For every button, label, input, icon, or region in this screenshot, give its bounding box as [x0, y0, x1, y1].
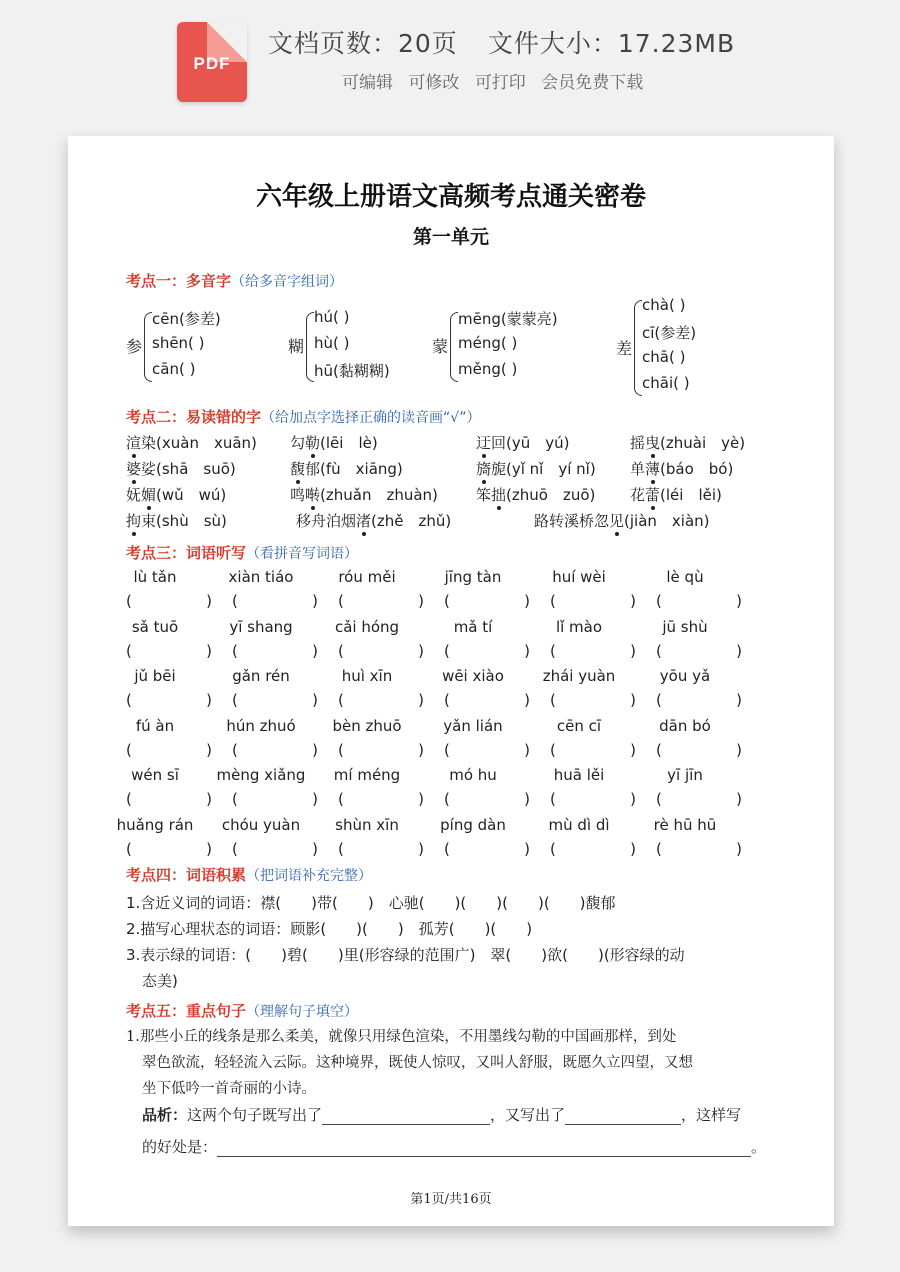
bracket-right: ): [736, 790, 742, 808]
pinyin-prompt: yǎn lián: [443, 717, 503, 735]
pinyin-prompt: xiàn tiáo: [228, 568, 294, 586]
section-5-header: [126, 1000, 358, 1021]
pinyin-prompt: hún zhuó: [226, 717, 296, 735]
section-4-hint: （把词语补充完整）: [246, 868, 373, 884]
reading-item: 妩媚(wǔ wú): [126, 486, 227, 504]
pdf-label: PDF: [193, 54, 231, 73]
accumulation-line: 2.描写心理状态的词语：顾影( )( ) 孤芳( )( ): [126, 920, 533, 938]
pinyin-prompt: jīng tàn: [444, 568, 502, 586]
bracket-right: ): [312, 790, 318, 808]
polyphone-line: cān( ): [152, 360, 196, 378]
pinyin-prompt: cǎi hóng: [334, 618, 400, 636]
brace: [144, 312, 152, 382]
sentence-passage: [126, 1024, 762, 1102]
pinyin-prompt: lǐ mào: [555, 618, 603, 636]
bracket-right: ): [630, 840, 636, 858]
feature-list: [342, 68, 643, 93]
polyphone-char: 参: [126, 337, 143, 356]
bracket-left: (: [232, 691, 238, 709]
bracket-right: ): [312, 741, 318, 759]
reading-item: 勾勒(lēi lè): [290, 434, 378, 452]
bracket-left: (: [550, 592, 556, 610]
pinyin-prompt: huí wèi: [552, 568, 606, 586]
polyphone-char: 蒙: [432, 337, 449, 356]
bracket-left: (: [338, 741, 344, 759]
pinyin-prompt: huì xīn: [341, 667, 393, 685]
pinyin-prompt: jū shù: [662, 618, 708, 636]
bracket-right: ): [736, 840, 742, 858]
bracket-left: (: [126, 840, 132, 858]
polyphone-line: cēn(参差): [152, 310, 221, 328]
brace: [634, 300, 642, 396]
bracket-left: (: [232, 790, 238, 808]
reading-item: 鸣啭(zhuǎn zhuàn): [290, 486, 438, 504]
page-footer: 第1页/共16页: [410, 1192, 492, 1207]
bracket-right: ): [206, 592, 212, 610]
bracket-left: (: [444, 592, 450, 610]
section-3-title: 考点三：词语听写: [126, 544, 247, 562]
bracket-right: ): [736, 691, 742, 709]
pinyin-prompt: píng dàn: [440, 816, 506, 834]
pinyin-prompt: huā lěi: [553, 766, 605, 784]
feature-printable: 可打印: [474, 73, 526, 93]
bracket-left: (: [126, 790, 132, 808]
bracket-right: ): [524, 691, 530, 709]
bracket-right: ): [630, 691, 636, 709]
brace: [306, 312, 314, 382]
bracket-left: (: [444, 642, 450, 660]
bracket-right: ): [418, 642, 424, 660]
bracket-left: (: [338, 642, 344, 660]
bracket-left: (: [656, 741, 662, 759]
bracket-right: ): [630, 642, 636, 660]
section-3-header: [126, 542, 358, 563]
bracket-right: ): [524, 592, 530, 610]
bracket-right: ): [630, 741, 636, 759]
pinyin-prompt: chóu yuàn: [221, 816, 301, 834]
pdf-file-icon: [177, 22, 247, 102]
reading-item: 渲染(xuàn xuān): [126, 434, 257, 452]
section-2-hint: （给加点字选择正确的读音画“√”）: [261, 410, 481, 426]
pinyin-prompt: dān bó: [659, 717, 711, 735]
passage-line: 1.那些小丘的线条是那么柔美，就像只用绿色渲染，不用墨线勾勒的中国画那样，到处: [126, 1029, 677, 1045]
reading-item: 旖旎(yǐ nǐ yí nǐ): [476, 460, 596, 478]
pinyin-prompt: huǎng rán: [116, 816, 194, 834]
reading-item: 笨拙(zhuō zuō): [476, 486, 596, 504]
bracket-right: ): [206, 691, 212, 709]
reading-item: 单薄(báo bó): [630, 460, 734, 478]
document-meta: [268, 24, 735, 60]
section-5-hint: （理解句子填空）: [246, 1004, 359, 1020]
answer-blank[interactable]: [217, 1141, 751, 1157]
polyphone-line: chāi( ): [642, 374, 690, 392]
bracket-left: (: [126, 642, 132, 660]
bracket-right: ): [418, 840, 424, 858]
polyphone-line: hù( ): [314, 334, 350, 352]
polyphone-line: chà( ): [642, 296, 686, 314]
feature-member-download: 会员免费下载: [541, 73, 644, 93]
section-3-hint: （看拼音写词语）: [246, 546, 359, 562]
bracket-right: ): [418, 592, 424, 610]
bracket-left: (: [550, 691, 556, 709]
bracket-left: (: [550, 840, 556, 858]
pinyin-prompt: sǎ tuō: [131, 618, 179, 636]
analysis-label: 品析：: [142, 1106, 188, 1124]
section-4-title: 考点四：词语积累: [126, 866, 247, 884]
section-5-title: 考点五：重点句子: [126, 1002, 247, 1020]
answer-blank[interactable]: [322, 1109, 490, 1125]
pinyin-prompt: mèng xiǎng: [216, 766, 306, 784]
pinyin-prompt: mó hu: [449, 766, 497, 784]
bracket-left: (: [444, 741, 450, 759]
page-count: 文档页数：20页: [268, 29, 458, 58]
feature-modifiable: 可修改: [408, 73, 460, 93]
bracket-left: (: [550, 642, 556, 660]
bracket-right: ): [312, 592, 318, 610]
brace: [450, 312, 458, 382]
pinyin-prompt: mǎ tí: [453, 618, 493, 636]
bracket-right: ): [312, 840, 318, 858]
bracket-right: ): [630, 592, 636, 610]
pinyin-prompt: bèn zhuō: [332, 717, 402, 735]
bracket-left: (: [126, 741, 132, 759]
section-1-hint: （给多音字组词）: [231, 274, 344, 290]
page-subtitle: 第一单元: [412, 226, 489, 248]
bracket-right: ): [524, 790, 530, 808]
polyphone-line: cī(参差): [642, 324, 697, 342]
bracket-left: (: [232, 642, 238, 660]
section-2-header: [126, 406, 480, 427]
bracket-right: ): [736, 592, 742, 610]
pinyin-prompt: rè hū hū: [653, 816, 717, 834]
section-1-title: 考点一：多音字: [126, 272, 232, 290]
pinyin-prompt: jǔ bēi: [134, 667, 176, 685]
pinyin-prompt: cēn cī: [556, 717, 602, 735]
polyphone-line: shēn( ): [152, 334, 205, 352]
polyphone-line: mēng(蒙蒙亮): [458, 310, 558, 328]
polyphone-char: 糊: [288, 337, 305, 356]
bracket-left: (: [232, 840, 238, 858]
passage-line: 翠色欲流，轻轻流入云际。这种境界，既使人惊叹，又叫人舒服，既愿久立四望，又想: [142, 1055, 693, 1071]
bracket-left: (: [232, 592, 238, 610]
bracket-left: (: [656, 592, 662, 610]
polyphone-line: hú( ): [314, 308, 350, 326]
section-1-header: [126, 270, 343, 291]
analysis-line-2: 的好处是： 。: [142, 1138, 767, 1156]
pinyin-prompt: yōu yǎ: [659, 667, 711, 685]
section-2-title: 考点二：易读错的字: [126, 408, 262, 426]
pinyin-prompt: wēi xiào: [442, 667, 504, 685]
pinyin-prompt: zhái yuàn: [542, 667, 616, 685]
file-size: 文件大小：17.23MB: [487, 29, 736, 58]
bracket-right: ): [418, 741, 424, 759]
bracket-right: ): [206, 840, 212, 858]
bracket-right: ): [736, 642, 742, 660]
reading-item: 迂回(yū yú): [476, 434, 570, 452]
bracket-left: (: [338, 840, 344, 858]
bracket-left: (: [338, 691, 344, 709]
bracket-left: (: [338, 592, 344, 610]
reading-item: 路转溪桥忽见(jiàn xiàn): [534, 512, 710, 530]
reading-item: 摇曳(zhuài yè): [630, 434, 746, 452]
bracket-left: (: [550, 790, 556, 808]
bracket-right: ): [312, 642, 318, 660]
pinyin-prompt: lè qù: [666, 568, 704, 586]
bracket-left: (: [656, 691, 662, 709]
document-page: [68, 136, 834, 1226]
bracket-right: ): [312, 691, 318, 709]
pinyin-prompt: yī jīn: [667, 766, 703, 784]
bracket-left: (: [338, 790, 344, 808]
bracket-right: ): [418, 790, 424, 808]
bracket-left: (: [126, 691, 132, 709]
accumulation-line: 态美): [142, 972, 178, 990]
analysis-line-1: 品析：这两个句子既写出了 ，又写出了 ，这样写: [142, 1106, 742, 1124]
answer-blank[interactable]: [565, 1109, 681, 1125]
pinyin-prompt: gǎn rén: [232, 667, 290, 685]
bracket-left: (: [444, 691, 450, 709]
pinyin-prompt: róu měi: [338, 568, 396, 586]
bracket-left: (: [550, 741, 556, 759]
reading-item: 馥郁(fù xiāng): [290, 460, 403, 478]
bracket-left: (: [126, 592, 132, 610]
pinyin-prompt: lù tǎn: [133, 568, 177, 586]
page-title: 六年级上册语文高频考点通关密卷: [255, 182, 646, 212]
bracket-right: ): [524, 741, 530, 759]
passage-line: 坐下低吟一首奇丽的小诗。: [142, 1081, 316, 1097]
accumulation-line: 1.含近义词的词语：襟( )带( ) 心驰( )( )( )( )馥郁: [126, 894, 616, 912]
bracket-right: ): [630, 790, 636, 808]
section-4-header: [126, 864, 372, 885]
bracket-left: (: [656, 790, 662, 808]
reading-item: 婆娑(shā suō): [126, 460, 236, 478]
polyphone-line: měng( ): [458, 360, 518, 378]
bracket-right: ): [206, 790, 212, 808]
bracket-left: (: [656, 642, 662, 660]
bracket-right: ): [418, 691, 424, 709]
bracket-right: ): [206, 741, 212, 759]
reading-item: 花蕾(léi lěi): [630, 486, 722, 504]
polyphone-char: 差: [616, 339, 633, 358]
pinyin-prompt: shùn xīn: [335, 816, 399, 834]
pinyin-prompt: wén sī: [131, 766, 179, 784]
accumulation-line: 3.表示绿的词语：( )碧( )里(形容绿的范围广) 翠( )欲( )(形容绿的动: [126, 946, 685, 964]
bracket-right: ): [524, 840, 530, 858]
bracket-left: (: [232, 741, 238, 759]
bracket-left: (: [444, 790, 450, 808]
reading-item: 移舟泊烟渚(zhě zhǔ): [296, 512, 452, 530]
polyphone-line: méng( ): [458, 334, 518, 352]
reading-item: 拘束(shù sù): [126, 512, 227, 530]
bracket-left: (: [444, 840, 450, 858]
feature-editable: 可编辑: [342, 73, 393, 93]
pinyin-prompt: mí méng: [333, 766, 401, 784]
pinyin-prompt: mù dì dì: [548, 816, 610, 834]
bracket-left: (: [656, 840, 662, 858]
polyphone-line: hū(黏糊糊): [314, 362, 390, 380]
pinyin-prompt: fú àn: [135, 717, 175, 735]
bracket-right: ): [736, 741, 742, 759]
bracket-right: ): [206, 642, 212, 660]
polyphone-line: chā( ): [642, 348, 686, 366]
pinyin-prompt: yī shang: [229, 618, 293, 636]
bracket-right: ): [524, 642, 530, 660]
